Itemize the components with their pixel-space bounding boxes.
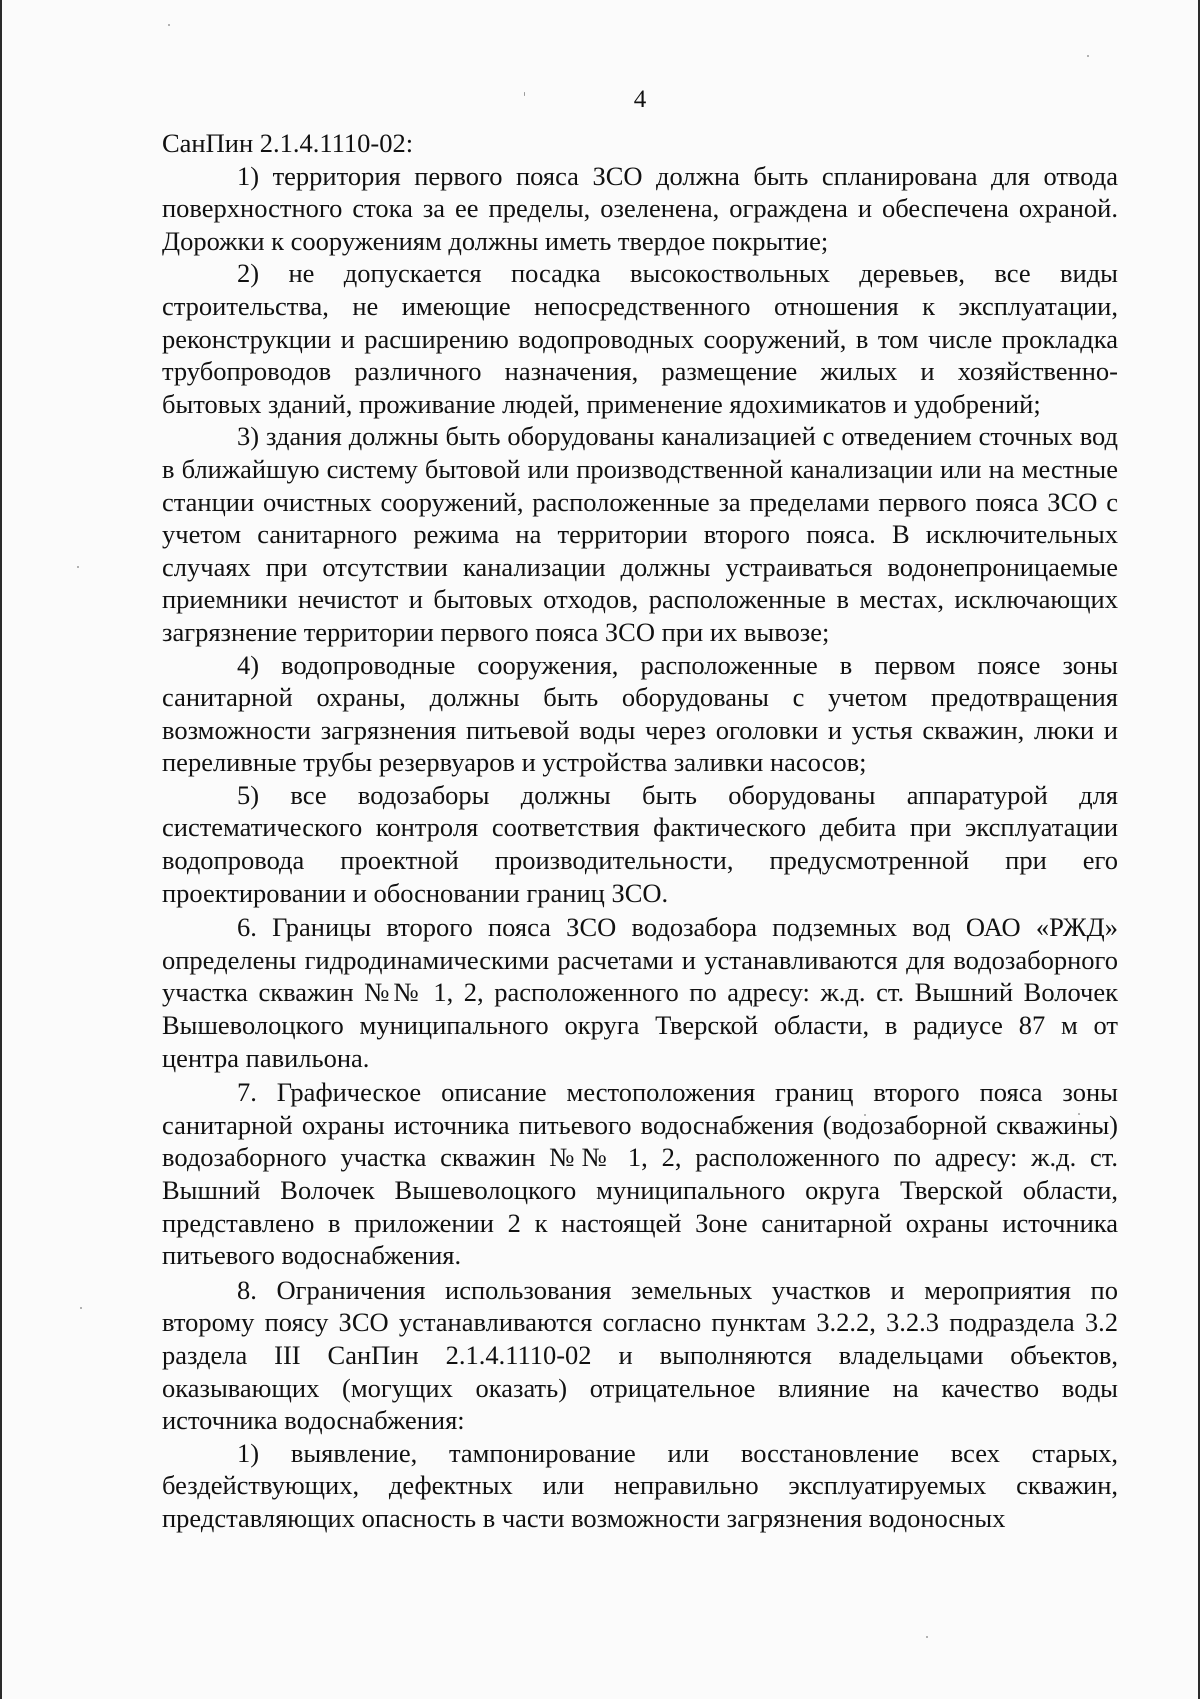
list-item-3: 3) здания должны быть оборудованы канализацией с отведением сточных вод в ближайшую систему бытовой или производственной канализации или на местные станции очистных сооружений, расположенные за пределами первого пояса ЗСО с учетом санитарного режима на территории второго пояса. В исключительных случаях при отсутствии канализации должны устраиваться водонепроницаемые приемники нечистот и бытовых отходов, расположенные в местах, исключающих загрязнение территории первого пояса ЗСО при их вывозе; (162, 421, 1118, 647)
scan-speck (80, 1307, 82, 1309)
section-7-paragraph: 7. Графическое описание местоположения границ второго пояса зоны санитарной охраны источника питьевого водоснабжения (водозаборной скважины) водозаборного участка скважин №№ 1, 2, расположенного по адресу: ж.д. ст. Вышний Волочек Вышеволоцкого муниципального округа Тверской области, представлено в приложении 2 к настоящей Зоне санитарной охраны источника питьевого водоснабжения. (162, 1077, 1118, 1271)
scan-speck (926, 1636, 928, 1638)
list-item-8-1: 1) выявление, тампонирование или восстановление всех старых, бездействующих, дефектных или неправильно эксплуатируемых скважин, представляющих опасность в части возможности загрязнения водоносных (162, 1437, 1118, 1533)
page-number: 4 (633, 86, 647, 113)
scan-speck (168, 24, 170, 26)
section-8-paragraph: 8. Ограничения использования земельных участков и мероприятия по второму поясу ЗСО устанавливаются согласно пунктам 3.2.2, 3.2.3 подраздела 3.2 раздела III СанПин 2.1.4.1110-02 и выполняются владельцами объектов, оказывающих (могущих оказать) отрицательное влияние на качество воды источника водоснабжения: (162, 1274, 1118, 1436)
list-item-5: 5) все водозаборы должны быть оборудованы аппаратурой для систематического контроля соответствия фактического дебита при эксплуатации водопровода проектной производительности, предусмотренной при его проектировании и обосновании границ ЗСО. (162, 779, 1118, 908)
scan-speck (1087, 55, 1089, 57)
section-6-paragraph: 6. Границы второго пояса ЗСО водозабора подземных вод ОАО «РЖД» определены гидродинамическими расчетами и устанавливаются для водозаборного участка скважин №№ 1, 2, расположенного по адресу: ж.д. ст. Вышний Волочек Вышеволоцкого муниципального округа Тверской области, в радиусе 87 м от центра павильона. (162, 912, 1118, 1073)
list-item-4: 4) водопроводные сооружения, расположенные в первом поясе зоны санитарной охраны, должны быть оборудованы с учетом предотвращения возможности загрязнения питьевой воды через оголовки и устья скважин, люки и переливные трубы резервуаров и устройства заливки насосов; (162, 649, 1118, 778)
list-item-2: 2) не допускается посадка высокоствольных деревьев, все виды строительства, не имеющие непосредственного отношения к эксплуатации, реконструкции и расширению водопроводных сооружений, в том числе прокладка трубопроводов различного назначения, размещение жилых и хозяйственно-бытовых зданий, проживание людей, применение ядохимикатов и удобрений; (162, 258, 1118, 419)
list-item-1: 1) территория первого пояса ЗСО должна быть спланирована для отвода поверхностного стока за ее пределы, озеленена, ограждена и обеспечена охраной. Дорожки к сооружениям должны иметь твердое покрытие; (162, 160, 1118, 256)
scan-edge-left (0, 0, 2, 1699)
document-body (162, 127, 1118, 1535)
scan-speck (77, 566, 79, 568)
document-heading-reference: СанПин 2.1.4.1110-02: (162, 128, 414, 158)
